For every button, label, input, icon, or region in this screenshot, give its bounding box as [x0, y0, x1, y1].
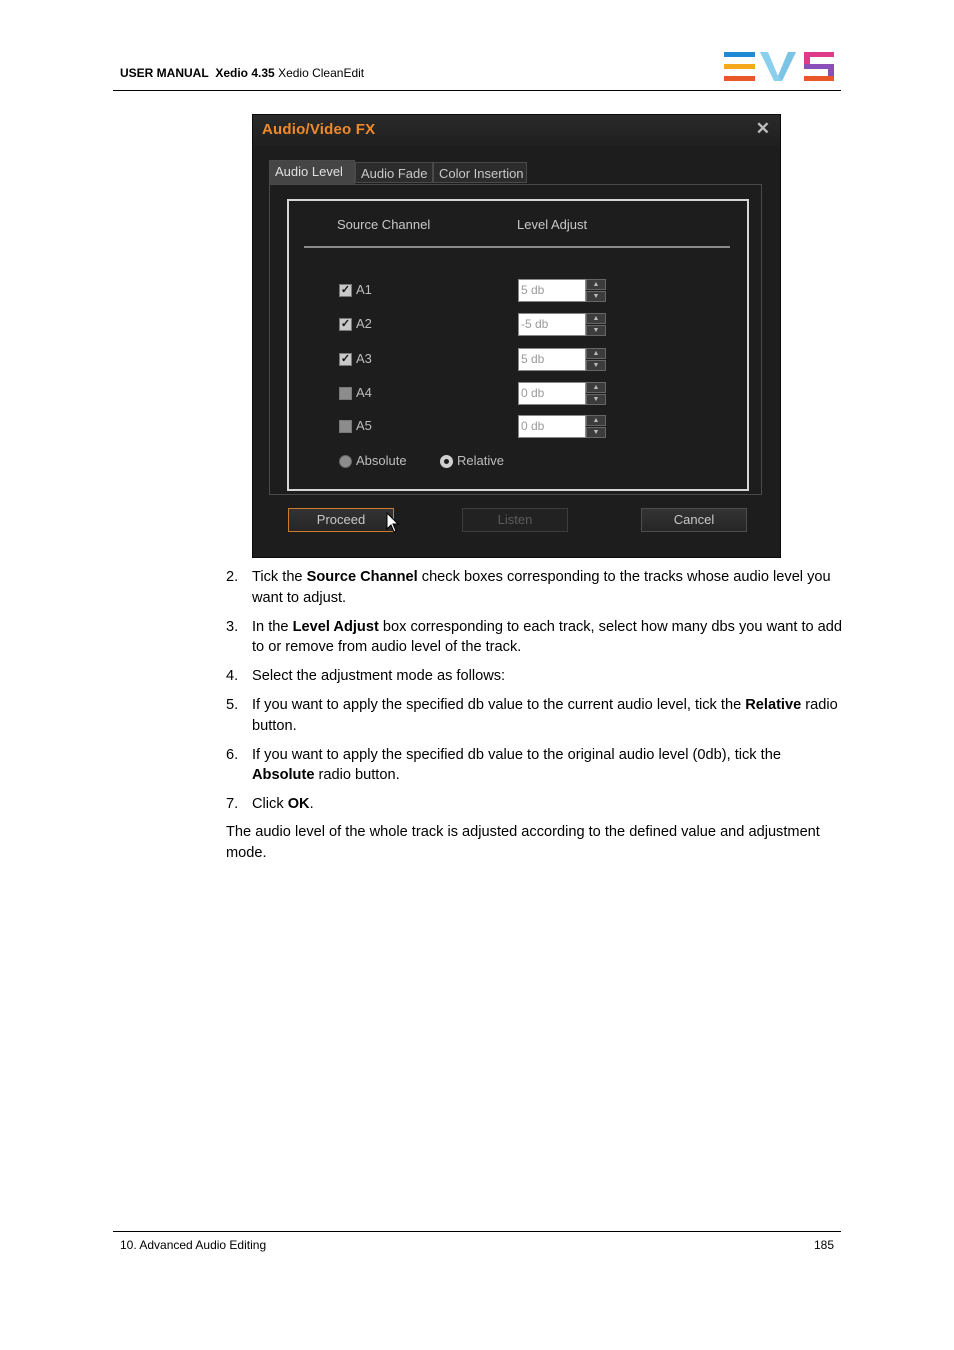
audio-level-panel — [269, 184, 762, 495]
spin-up-icon[interactable]: ▲ — [586, 348, 606, 359]
spin-up-icon[interactable]: ▲ — [586, 313, 606, 324]
level-spinner-a4 — [518, 382, 608, 405]
spin-down-icon[interactable]: ▼ — [586, 325, 606, 336]
level-spinner-a2 — [518, 313, 608, 336]
footer-section: 10. Advanced Audio Editing — [120, 1238, 267, 1252]
level-input-a1[interactable]: 5 db — [518, 279, 586, 302]
level-input-a2[interactable]: -5 db — [518, 313, 586, 336]
level-adjust-header: Level Adjust — [517, 217, 588, 232]
header-rule — [113, 90, 841, 91]
list-item: 5. If you want to apply the specified db value to the current audio level, tick the Relative radio button. — [226, 697, 838, 734]
checkbox-a2[interactable]: ✓ — [340, 318, 351, 330]
channel-row-a4 — [289, 382, 747, 406]
list-item: 4. Select the adjustment mode as follows: — [226, 668, 506, 684]
list-item: 3. In the Level Adjust box corresponding to each track, select how many dbs you want to add to or remove from audio level of the track. — [226, 618, 843, 655]
checkbox-a4[interactable] — [339, 387, 352, 400]
source-channel-header: Source Channel — [337, 217, 431, 232]
channel-label-a4: A4 — [356, 385, 372, 400]
list-item: 7. Click OK. — [226, 796, 314, 812]
channel-row-a5 — [289, 415, 747, 439]
spin-down-icon[interactable]: ▼ — [586, 291, 606, 302]
channel-row-a1 — [289, 279, 747, 303]
close-icon[interactable]: ✕ — [755, 119, 770, 138]
list-item: 2. Tick the Source Channel check boxes corresponding to the tracks whose audio level you want to adjust. — [226, 569, 831, 606]
spin-up-icon[interactable]: ▲ — [586, 382, 606, 393]
level-spinner-a3 — [518, 348, 608, 371]
checkbox-a1[interactable]: ✓ — [340, 284, 351, 296]
checkbox-a3[interactable]: ✓ — [340, 353, 351, 365]
tab-audio-fade[interactable]: Audio Fade — [355, 162, 433, 183]
channel-group — [287, 199, 749, 491]
running-header — [120, 66, 364, 80]
audio-video-fx-dialog — [252, 114, 781, 558]
cancel-button[interactable]: Cancel — [641, 508, 747, 532]
spin-up-icon[interactable]: ▲ — [586, 415, 606, 426]
level-spinner-a5 — [518, 415, 608, 438]
spin-down-icon[interactable]: ▼ — [586, 427, 606, 438]
radio-relative[interactable] — [440, 455, 453, 468]
header-separator — [304, 246, 730, 248]
mouse-cursor-icon — [386, 512, 400, 534]
channel-label-a3: A3 — [356, 351, 372, 366]
channel-label-a2: A2 — [356, 316, 372, 331]
dialog-title: Audio/Video FX — [262, 121, 376, 138]
radio-relative-label: Relative — [457, 453, 504, 468]
evs-logo — [724, 52, 836, 82]
channel-row-a2 — [289, 313, 747, 337]
result-paragraph: The audio level of the whole track is adjusted according to the defined value and adjustment mode. — [226, 824, 820, 861]
spin-down-icon[interactable]: ▼ — [586, 360, 606, 371]
spin-up-icon[interactable]: ▲ — [586, 279, 606, 290]
footer-rule — [113, 1231, 841, 1232]
radio-absolute-label: Absolute — [356, 453, 407, 468]
tab-audio-level[interactable]: Audio Level — [269, 160, 355, 184]
listen-button[interactable]: Listen — [462, 508, 568, 532]
level-input-a4[interactable]: 0 db — [518, 382, 586, 405]
list-item: 6. If you want to apply the specified db value to the original audio level (0db), tick the Absolute radio button. — [226, 746, 781, 783]
page-number: 185 — [813, 1238, 834, 1252]
tab-color-insertion[interactable]: Color Insertion — [433, 162, 527, 183]
header-module: Xedio CleanEdit — [278, 66, 365, 80]
level-input-a5[interactable]: 0 db — [518, 415, 586, 438]
level-input-a3[interactable]: 5 db — [518, 348, 586, 371]
dialog-titlebar — [253, 115, 780, 146]
proceed-button[interactable]: Proceed — [288, 508, 394, 532]
checkbox-a5[interactable] — [339, 420, 352, 433]
spin-down-icon[interactable]: ▼ — [586, 394, 606, 405]
header-product: Xedio 4.35 — [215, 66, 275, 80]
header-manual-label: USER MANUAL — [120, 66, 209, 80]
channel-label-a5: A5 — [356, 418, 372, 433]
channel-row-a3 — [289, 348, 747, 372]
steps-list — [226, 567, 846, 823]
radio-absolute[interactable] — [339, 455, 352, 468]
level-spinner-a1 — [518, 279, 608, 302]
channel-label-a1: A1 — [356, 282, 372, 297]
